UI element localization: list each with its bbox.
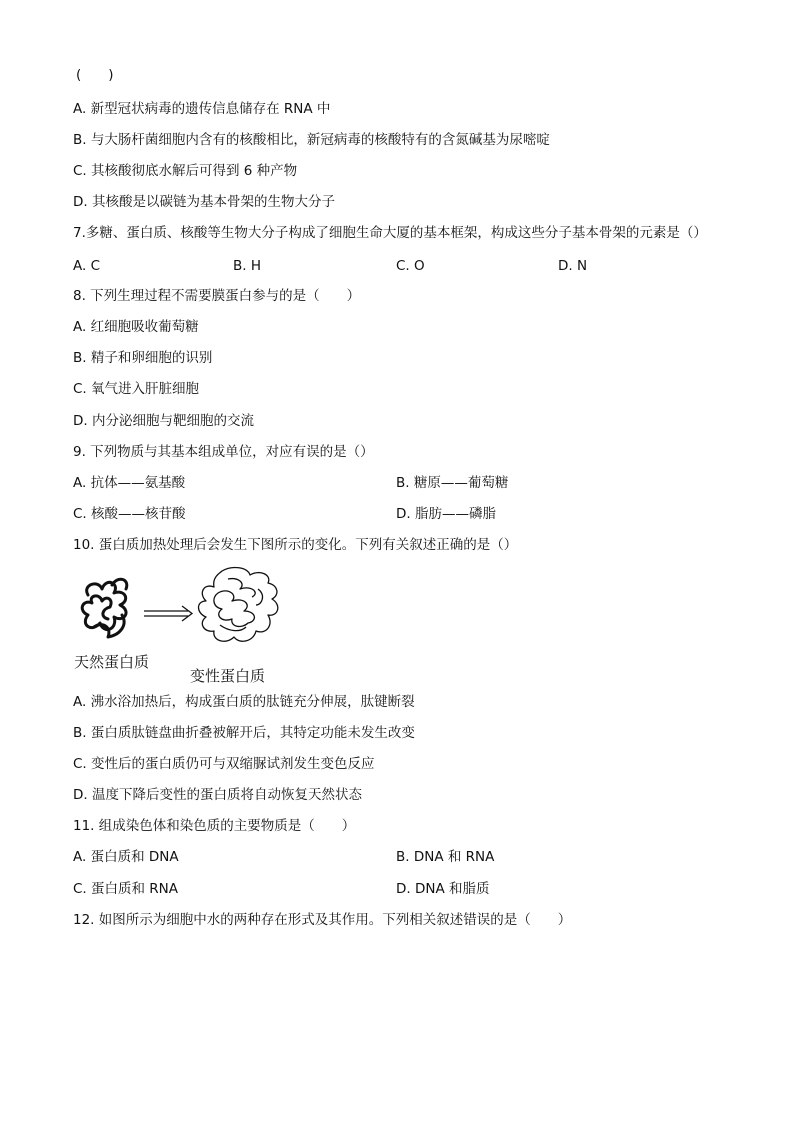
- q7-option-d: D. N: [558, 258, 588, 274]
- native-protein-caption: 天然蛋白质: [74, 653, 150, 671]
- q9-option-d: D. 脂肪——磷脂: [396, 506, 496, 522]
- denatured-protein-chain: [199, 568, 278, 642]
- denatured-protein-caption: 变性蛋白质: [190, 667, 266, 685]
- protein-denaturation-figure: [72, 565, 292, 685]
- q6-option-a: A. 新型冠状病毒的遗传信息储存在 RNA 中: [73, 101, 331, 117]
- q9-option-b: B. 糖原——葡萄糖: [396, 475, 509, 491]
- q7-option-c: C. O: [396, 258, 425, 274]
- q6-option-d: D. 其核酸是以碳链为基本骨架的生物大分子: [73, 194, 335, 210]
- q12-stem: 12. 如图所示为细胞中水的两种存在形式及其作用。下列相关叙述错误的是（ ）: [73, 912, 572, 928]
- q6-option-b: B. 与大肠杆菌细胞内含有的核酸相比，新冠病毒的核酸特有的含氮碱基为尿嘧啶: [73, 132, 550, 148]
- q8-option-d: D. 内分泌细胞与靶细胞的交流: [73, 413, 254, 429]
- q7-option-a: A. C: [73, 258, 101, 274]
- q7-stem: 7.多糖、蛋白质、核酸等生物大分子构成了细胞生命大厦的基本框架，构成这些分子基本骨架的元素是（）: [73, 225, 707, 241]
- q8-option-b: B. 精子和卵细胞的识别: [73, 350, 213, 366]
- q7-option-b: B. H: [233, 258, 261, 274]
- transformation-arrow: [144, 606, 192, 621]
- q11-option-c: C. 蛋白质和 RNA: [73, 881, 179, 897]
- q10-option-a: A. 沸水浴加热后，构成蛋白质的肽链充分伸展，肽键断裂: [73, 694, 415, 710]
- q10-stem: 10. 蛋白质加热处理后会发生下图所示的变化。下列有关叙述正确的是（）: [73, 537, 518, 553]
- q8-option-c: C. 氧气进入肝脏细胞: [73, 381, 200, 397]
- protein-denaturation-illustration: [72, 565, 292, 655]
- q10-option-d: D. 温度下降后变性的蛋白质将自动恢复天然状态: [73, 787, 362, 803]
- q8-stem: 8. 下列生理过程不需要膜蛋白参与的是（ ）: [73, 288, 361, 304]
- q9-option-c: C. 核酸——核苷酸: [73, 506, 186, 522]
- q6-paren: ( ): [76, 67, 114, 83]
- q11-option-b: B. DNA 和 RNA: [396, 849, 495, 865]
- q10-option-c: C. 变性后的蛋白质仍可与双缩脲试剂发生变色反应: [73, 756, 375, 772]
- native-protein-coil: [82, 579, 127, 637]
- q11-option-a: A. 蛋白质和 DNA: [73, 849, 179, 865]
- q8-option-a: A. 红细胞吸收葡萄糖: [73, 319, 199, 335]
- q9-option-a: A. 抗体——氨基酸: [73, 475, 186, 491]
- q10-option-b: B. 蛋白质肽链盘曲折叠被解开后，其特定功能未发生改变: [73, 725, 415, 741]
- q9-stem: 9. 下列物质与其基本组成单位，对应有误的是（）: [73, 444, 374, 460]
- q11-stem: 11. 组成染色体和染色质的主要物质是（ ）: [73, 818, 356, 834]
- q11-option-d: D. DNA 和脂质: [396, 881, 490, 897]
- q6-option-c: C. 其核酸彻底水解后可得到 6 种产物: [73, 163, 298, 179]
